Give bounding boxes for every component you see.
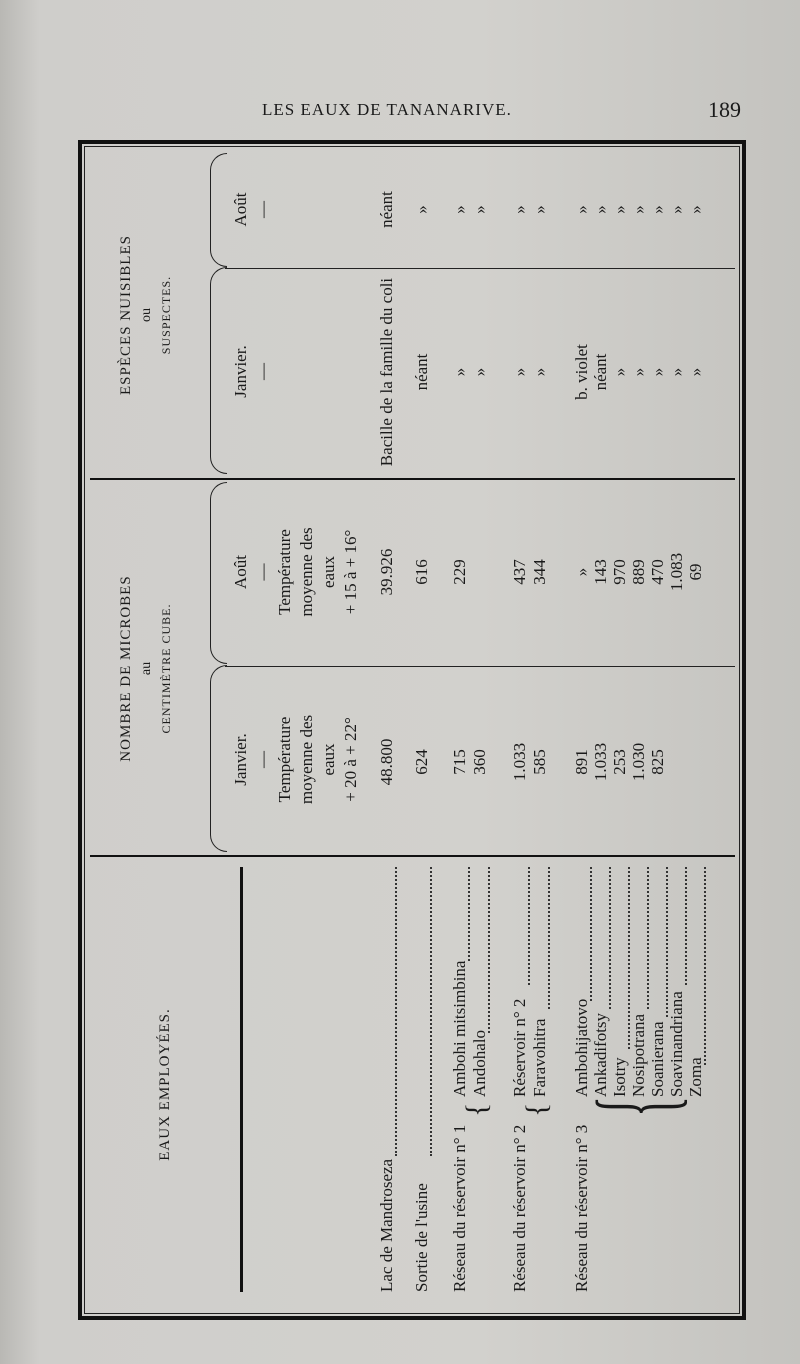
row-label: Réseau du réservoir n° 3 [572, 1124, 591, 1292]
cell-microbes-aug: 69 [686, 563, 705, 581]
row-leader [528, 867, 530, 985]
cell-microbes-aug: 143 [591, 559, 610, 585]
row-leader [548, 867, 550, 1009]
microbes-header-sub: CENTIMÈTRE CUBE. [159, 603, 173, 734]
species-header-sub: SUSPECTES. [159, 275, 173, 355]
cell-species-jan: » [667, 367, 686, 377]
cell-species-aug: » [412, 205, 431, 214]
head-line: + 15 à + 16° [341, 529, 360, 615]
cell-species-jan: néant [412, 353, 431, 391]
row-sublabel: Soavinandriana [667, 991, 686, 1097]
species-header-title: ESPÈCES NUISIBLES [118, 235, 134, 395]
row-leader [685, 867, 687, 985]
cell-microbes-jan: 1.033 [510, 742, 529, 782]
row-sublabel: Nosipotrana [629, 1013, 648, 1097]
cell-microbes-aug: 1.083 [667, 552, 686, 592]
page-number: 189 [708, 97, 741, 122]
row-label: Réseau du réservoir n° 2 [510, 1124, 529, 1292]
cell-microbes-aug: » [572, 567, 591, 577]
row-sublabel: Réservoir n° 2 [510, 998, 529, 1097]
cell-microbes-jan: 360 [470, 749, 489, 775]
cell-species-aug: » [686, 205, 705, 214]
cell-species-jan: » [450, 367, 469, 377]
cell-microbes-aug: 616 [412, 559, 431, 585]
cell-species-aug: » [591, 205, 610, 214]
cell-species-jan: » [470, 367, 489, 377]
cell-species-aug: » [610, 205, 629, 214]
head-line: — [253, 563, 272, 581]
cell-microbes-jan: 1.033 [591, 742, 610, 782]
cell-microbes-aug: 470 [648, 559, 667, 585]
brace-reservoir-1: { [460, 1102, 493, 1117]
cell-microbes-aug: 970 [610, 559, 629, 585]
head-line: Janvier. [231, 733, 250, 786]
species-jan-head [230, 269, 274, 474]
head-line: Août [231, 192, 250, 227]
head-line: Janvier. [231, 345, 250, 398]
cell-species-jan: » [648, 367, 667, 377]
cell-microbes-jan: 825 [648, 749, 667, 775]
cell-microbes-aug: 437 [510, 559, 529, 585]
cell-microbes-aug: 889 [629, 559, 648, 585]
cell-species-jan: » [530, 367, 549, 377]
row-sublabel: Andohalo [470, 1029, 489, 1097]
species-header-small: ou [139, 308, 154, 322]
brace-microbes-jan [210, 665, 227, 852]
cell-species-jan: b. violet [572, 344, 591, 400]
cell-species-aug: » [450, 205, 469, 214]
head-line: — [253, 201, 272, 218]
cell-microbes-jan: 585 [530, 749, 549, 775]
row-sublabel: Faravohitra [530, 1018, 549, 1097]
row-leader [590, 867, 592, 1001]
head-line: + 20 à + 22° [341, 717, 360, 802]
cell-species-jan: » [629, 367, 648, 377]
row-sublabel: Soanierana [648, 1021, 667, 1097]
cell-microbes-aug: 39.926 [377, 548, 396, 596]
row-leader [609, 867, 611, 1009]
microbes-header-title: NOMBRE DE MICROBES [118, 575, 134, 762]
waters-header-rule [240, 867, 243, 1292]
cell-species-jan: » [686, 367, 705, 377]
rotated-table [90, 150, 735, 1312]
species-aug-head [230, 152, 274, 267]
cell-species-jan: » [610, 367, 629, 377]
brace-species-aug [210, 153, 227, 267]
cell-microbes-jan: 1.030 [629, 742, 648, 782]
waters-header-title: EAUX EMPLOYÉES. [156, 1008, 173, 1161]
brace-reservoir-3: { [574, 1095, 696, 1117]
cell-species-aug: » [629, 205, 648, 214]
cell-microbes-jan: 715 [450, 749, 469, 775]
head-line: — [253, 751, 272, 768]
row-sublabel: Ankadifotsy [591, 1012, 610, 1097]
cell-microbes-jan: 48.800 [377, 738, 396, 786]
brace-species-jan [210, 267, 227, 474]
row-leader [395, 867, 397, 1156]
row-label: Réseau du réservoir n° 1 [450, 1124, 469, 1292]
row-sublabel: Ambohi mitsimbina [450, 960, 469, 1097]
cell-species-aug: néant [377, 191, 396, 228]
species-header [90, 150, 210, 480]
row-sublabel: Zoma [686, 1057, 705, 1097]
microbes-jan-head [230, 667, 362, 852]
waters-header [90, 857, 240, 1312]
page-header [0, 95, 800, 125]
cell-species-aug: » [530, 205, 549, 214]
head-line: Août [231, 555, 250, 589]
cell-species-jan: » [510, 367, 529, 377]
cell-microbes-aug: 344 [530, 559, 549, 585]
species-subdivider [225, 268, 735, 269]
microbes-header-small: au [139, 661, 154, 676]
cell-species-jan: néant [591, 353, 610, 391]
cell-species-aug: » [667, 205, 686, 214]
cell-microbes-jan: 891 [572, 749, 591, 775]
row-sublabel: Ambohijatovo [572, 998, 591, 1097]
row-leader [430, 867, 432, 1156]
brace-microbes-aug [210, 482, 227, 664]
cell-species-aug: » [572, 205, 591, 214]
head-line: Température [275, 529, 294, 615]
row-sublabel: Isotry [610, 1057, 629, 1097]
cell-microbes-aug: 229 [450, 559, 469, 585]
row-leader [468, 867, 470, 961]
row-leader [488, 867, 490, 1033]
head-line: moyenne des [297, 527, 316, 617]
row-label: Sortie de l'usine [412, 1183, 431, 1292]
row-label: Lac de Mandroseza [377, 1158, 396, 1292]
cell-microbes-jan: 624 [412, 749, 431, 775]
cell-species-aug: » [470, 205, 489, 214]
cell-species-aug: » [648, 205, 667, 214]
head-line: eaux [319, 743, 338, 776]
row-leader [704, 867, 706, 1065]
brace-reservoir-2: { [520, 1102, 553, 1117]
head-line: — [253, 363, 272, 380]
running-title: LES EAUX DE TANANARIVE. [262, 100, 512, 119]
cell-microbes-jan: 253 [610, 749, 629, 775]
head-line: Température [275, 716, 294, 803]
microbes-header [90, 480, 210, 857]
cell-species-jan: Bacille de la famille du coli [377, 277, 396, 467]
cell-species-aug: » [510, 205, 529, 214]
row-leader [647, 867, 649, 1009]
microbes-aug-head [230, 480, 362, 664]
head-line: eaux [319, 555, 338, 589]
head-line: moyenne des [297, 714, 316, 805]
